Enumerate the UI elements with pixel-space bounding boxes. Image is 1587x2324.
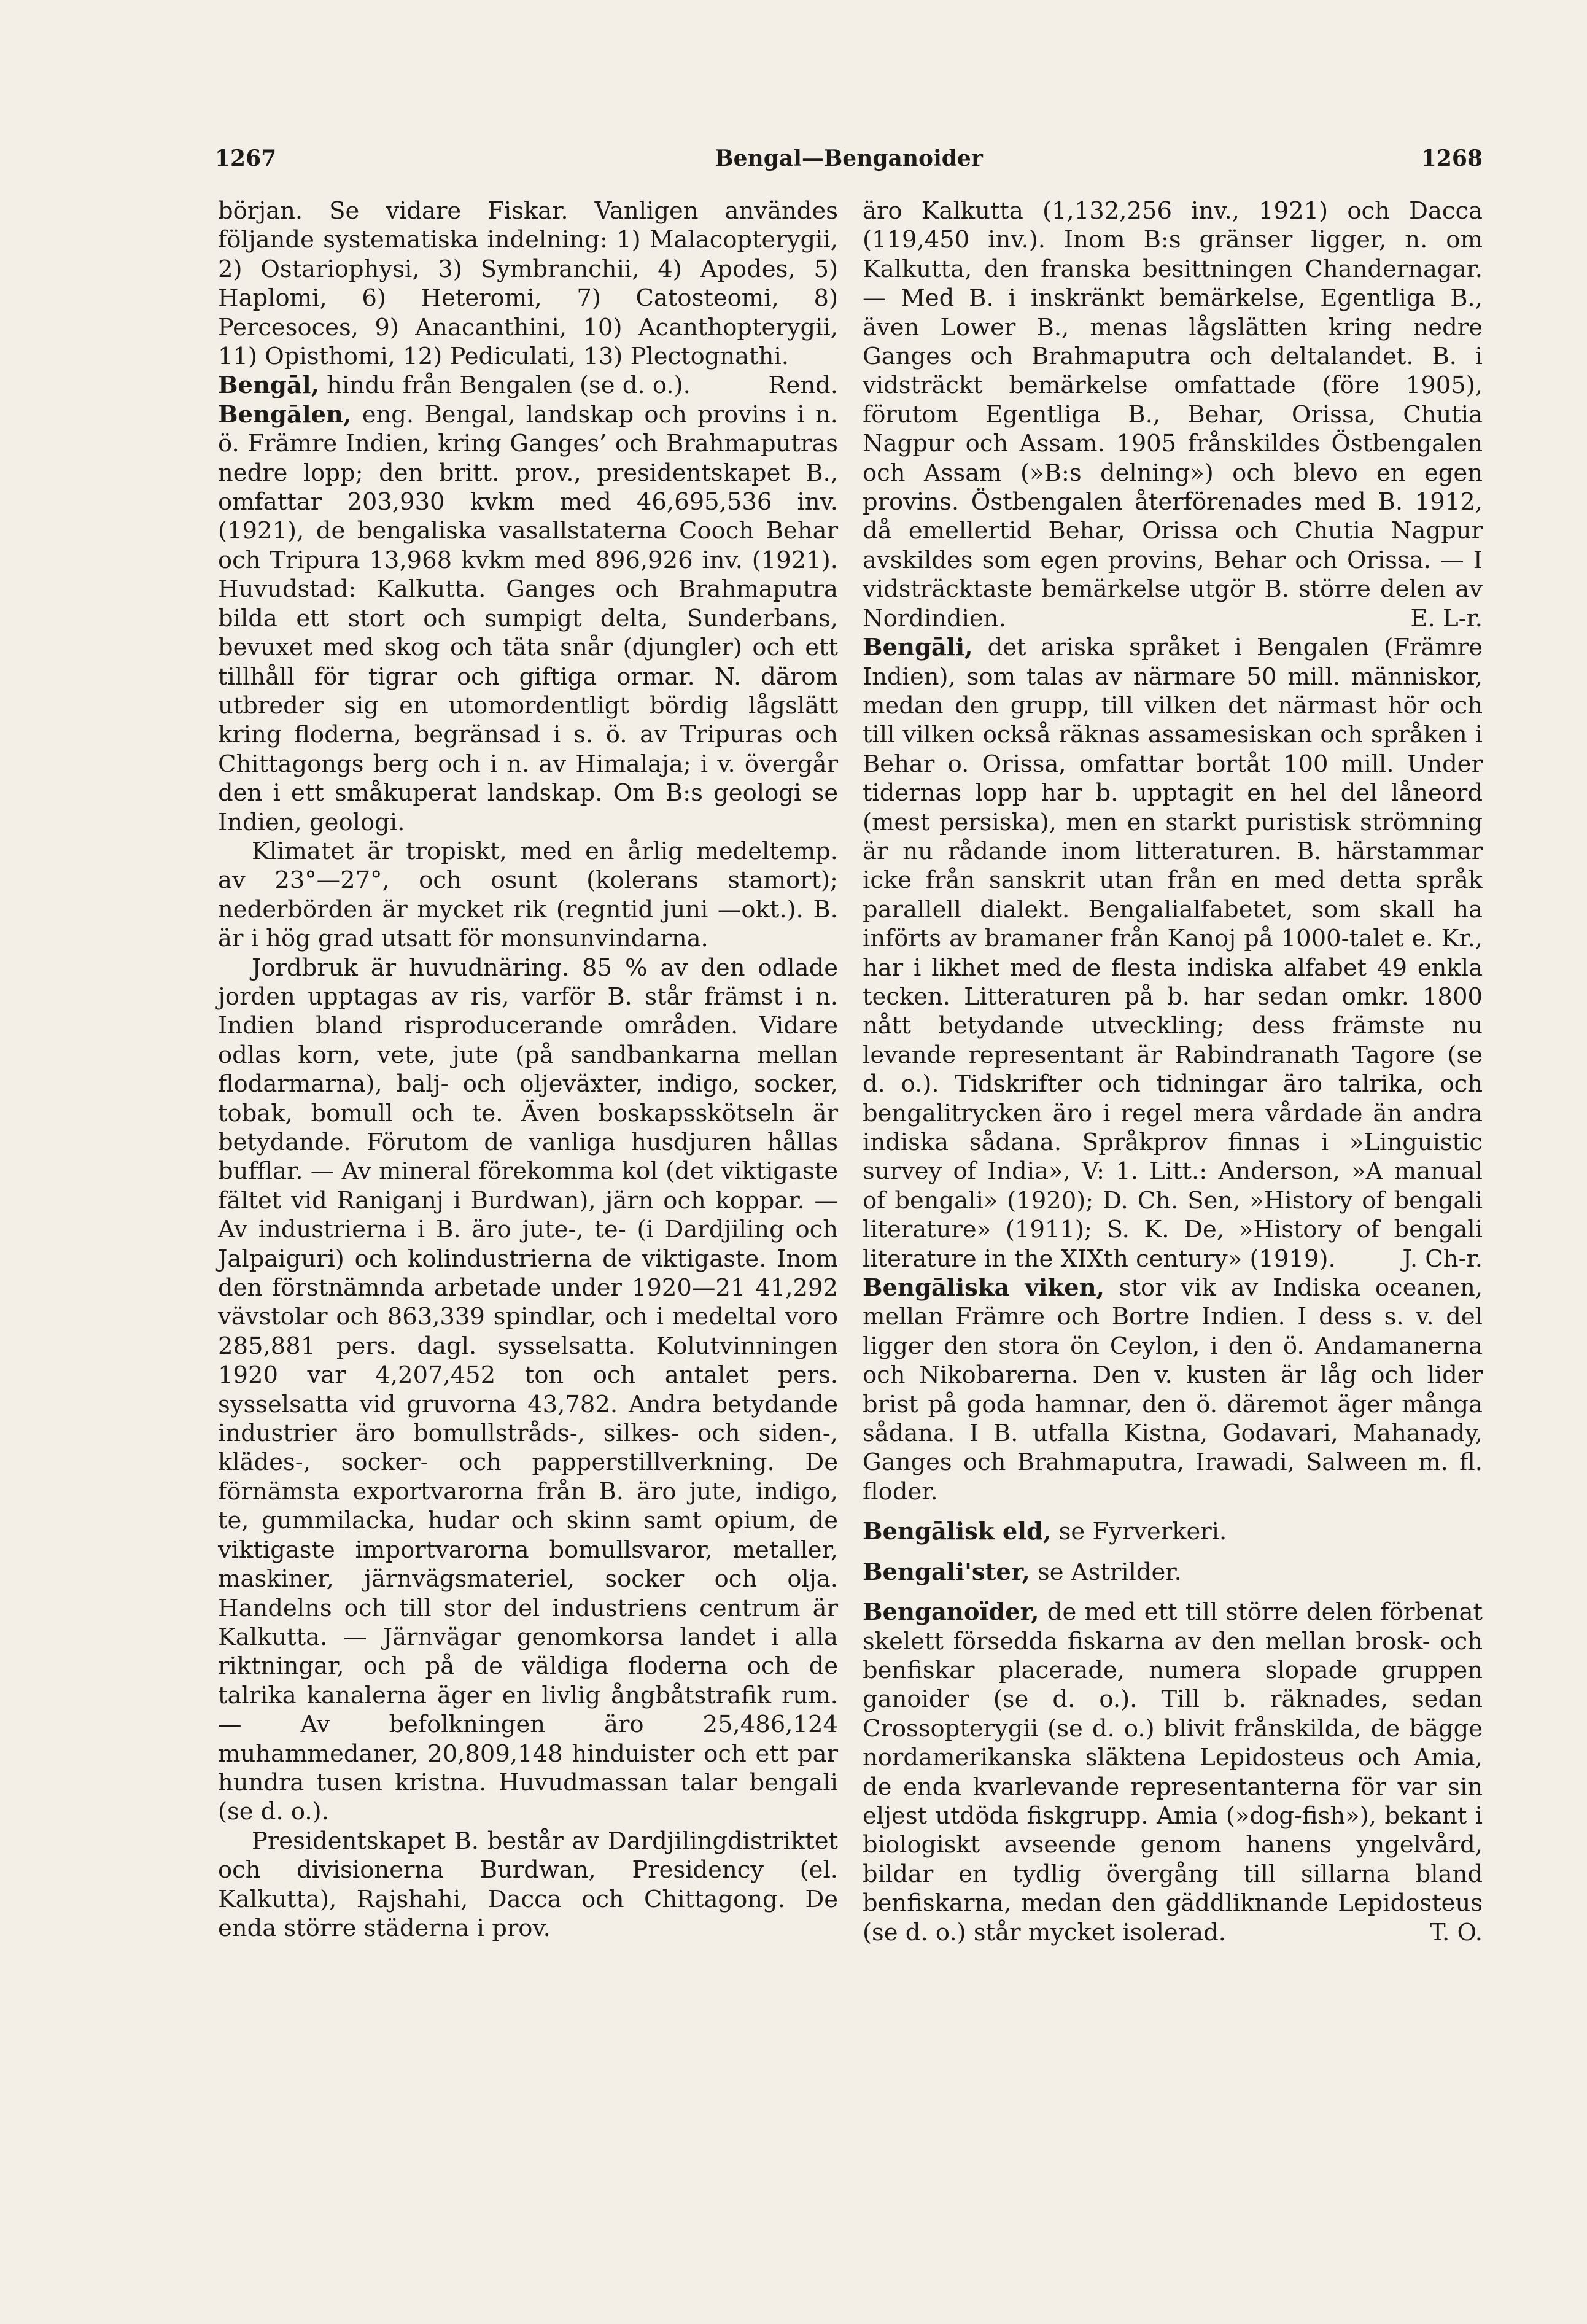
headword: Benganoïder, [863, 1598, 1039, 1626]
article-paragraph [218, 400, 838, 837]
page-number-left: 1267 [215, 146, 277, 171]
article-text: eng. Bengal, landskap och provins i n. ö. Främre Indien, kring Ganges’ och Brahmaputras nedre lopp; den britt. prov., presidentskapet B., omfattar 203,930 kvkm med 46,695,536 inv. (1921), de bengaliska vasallstaterna Cooch Behar och Tripura 13,968 kvkm med 896,926 inv. (1921). Huvudstad: Kalkutta. Ganges och Brahmaputra bilda ett stort och sumpigt delta, Sunderbans, bevuxet med skog och täta snår (djungler) och ett tillhåll för tigrar och giftiga ormar. N. därom utbreder sig en utomordentligt bördig lågslätt kring floderna, begränsad i s. ö. av Tripuras och Chittagongs berg och i n. av Himalaja; i v. övergår den i ett småkuperat landskap. Om B:s geologi se Indien, geologi. [218, 400, 838, 836]
headword: Bengāli, [863, 634, 973, 662]
article-text: stor vik av Indiska oceanen, mellan Främre och Bortre Indien. I dess s. v. del ligger den stora ön Ceylon, i den ö. Andamanerna och Nikobarerna. Den v. kusten är låg och lider brist på goda hamnar, den ö. däremot äger många sådana. I B. utfalla Kistna, Godavari, Mahanady, Ganges och Brahmaputra, Irawadi, Salween m. fl. floder. [863, 1274, 1483, 1506]
headword: Bengali'ster, [863, 1558, 1030, 1586]
author-signature: Rend. [768, 371, 838, 400]
article-paragraph [863, 1598, 1483, 1947]
article-text: hindu från Bengalen (se d. o.). [319, 371, 691, 400]
author-signature: E. L-r. [1410, 604, 1483, 632]
article-paragraph [863, 1558, 1483, 1587]
article-paragraph [863, 1273, 1483, 1506]
author-signature: T. O. [1429, 1918, 1483, 1946]
left-column [218, 196, 838, 1943]
author-signature: J. Ch-r. [1402, 1245, 1483, 1273]
article-paragraph [863, 633, 1483, 1273]
headword: Bengāl, [218, 371, 319, 400]
article-text: de med ett till större delen förbenat skelett försedda fiskarna av den mellan brosk- och benfiskar placerade, numera slopade gruppen ganoider (se d. o.). Till b. räknades, sedan Crossopterygii (se d. o.) blivit frånskilda, de bägge nordamerikanska släktena Lepidosteus och Amia, de enda kvarlevande representanterna för var sin eljest utdöda fiskgrupp. Amia (»dog-fish»), bekant i biologiskt avseende genom hanens yngelvård, bildar en tydlig övergång till sillarna bland benfiskarna, medan den gäddliknande Lepidosteus (se d. o.) står mycket isolerad. [863, 1598, 1483, 1946]
page-number-right: 1268 [1421, 146, 1483, 171]
article-paragraph [218, 954, 838, 1827]
page-header [215, 140, 1483, 177]
article-text: se Astrilder. [1030, 1558, 1182, 1586]
article-text: Jordbruk är huvudnäring. 85 % av den odlade jorden upptagas av ris, varför B. står främst i n. Indien bland risproducerande områden. Vidare odlas korn, vete, jute (på sandbankarna mellan flodarmarna), balj- och oljeväxter, indigo, socker, tobak, bomull och te. Även boskapsskötseln är betydande. Förutom de vanliga husdjuren hållas bufflar. — Av mineral förekomma kol (det viktigaste fältet vid Raniganj i Burdwan), järn och koppar. — Av industrierna i B. äro jute-, te- (i Dardjiling och Jalpaiguri) och kolindustrierna de viktigaste. Inom den förstnämnda arbetade under 1920—21 41,292 vävstolar och 863,339 spindlar, och i medeltal voro 285,881 pers. dagl. sysselsatta. Kolutvinningen 1920 var 4,207,452 ton och antalet pers. sysselsatta vid gruvorna 43,782. Andra betydande industrier äro bomullstråds-, silkes- och siden-, klädes-, socker- och papperstillverkning. De förnämsta exportvarorna från B. äro jute, indigo, te, gummilacka, hudar och skinn samt opium, de viktigaste importvarorna bomullsvaror, metaller, maskiner, järnvägsmateriel, socker och olja. Handelns och till stor del industriens centrum är Kalkutta. — Järnvägar genomkorsa landet i alla riktningar, och på de väldiga floderna och de talrika kanalerna äger en livlig ångbåtstrafik rum. — Av befolkningen äro 25,486,124 muhammedaner, 20,809,148 hinduister och ett par hundra tusen kristna. Huvudmassan talar bengali (se d. o.). [218, 954, 838, 1826]
headword: Bengālen, [218, 400, 352, 429]
article-paragraph [218, 1827, 838, 1943]
article-text: Presidentskapet B. består av Dardjilingdistriktet och divisionerna Burdwan, Presidency (el. Kalkutta), Rajshahi, Dacca och Chittagong. De enda större städerna i prov. [218, 1827, 838, 1942]
article-paragraph [863, 1517, 1483, 1546]
article-paragraph [218, 837, 838, 954]
running-title: Bengal—Benganoider [715, 146, 983, 171]
article-text: det ariska språket i Bengalen (Främre Indien), som talas av närmare 50 mill. människor, medan den grupp, till vilken det närmast hör och till vilken också räknas assamesiskan och språken i Behar o. Orissa, omfattar bortåt 100 mill. Under tidernas lopp har b. upptagit en hel del låneord (mest persiska), men en starkt puristisk strömning är nu rådande inom litteraturen. B. härstammar icke från sanskrit utan från en med detta språk parallell dialekt. Bengalialfabetet, som skall ha införts av bramaner från Kanoj på 1000-talet e. Kr., har i likhet med de flesta indiska alfabet 49 enkla tecken. Litteraturen på b. har sedan omkr. 1800 nått betydande utveckling; dess främste nu levande representant är Rabindranath Tagore (se d. o.). Tidskrifter och tidningar äro talrika, och bengalitrycken äro i regel mera vårdade än andra indiska sådana. Språkprov finnas i »Linguistic survey of India», V: 1. Litt.: Anderson, »A manual of bengali» (1920); D. Ch. Sen, »History of bengali literature» (1911); S. K. De, »History of bengali literature in the XIXth century» (1919). [863, 634, 1483, 1273]
article-text: äro Kalkutta (1,132,256 inv., 1921) och Dacca (119,450 inv.). Inom B:s gränser ligger, n. om Kalkutta, den franska besittningen Chandernagar. — Med B. i inskränkt bemärkelse, Egentliga B., även Lower B., menas lågslätten kring nedre Ganges och Brahmaputra och deltalandet. B. i vidsträckt bemärkelse omfattade (före 1905), förutom Egentliga B., Behar, Orissa, Chutia Nagpur och Assam. 1905 frånskildes Östbengalen och Assam (»B:s delning») och blevo en egen provins. Östbengalen återförenades med B. 1912, då emellertid Behar, Orissa och Chutia Nagpur avskildes som egen provins, Behar och Orissa. — I vidsträcktaste bemärkelse utgör B. större delen av Nordindien. [863, 197, 1483, 632]
article-text: se Fyrverkeri. [1051, 1518, 1227, 1546]
article-paragraph [218, 371, 838, 400]
right-column [863, 196, 1483, 1947]
headword: Bengālisk eld, [863, 1518, 1052, 1546]
article-text: början. Se vidare Fiskar. Vanligen användes följande systematiska indelning: 1) Malacopterygii, 2) Ostariophysi, 3) Symbranchii, 4) Apodes, 5) Haplomi, 6) Heteromi, 7) Catosteomi, 8) Percesoces, 9) Anacanthini, 10) Acanthopterygii, 11) Opisthomi, 12) Pediculati, 13) Plectognathi. [218, 197, 838, 371]
article-text: Klimatet är tropiskt, med en årlig medeltemp. av 23°—27°, och osunt (kolerans stamort); nederbörden är mycket rik (regntid juni —okt.). B. är i hög grad utsatt för monsunvindarna. [218, 837, 838, 953]
headword: Bengāliska viken, [863, 1274, 1104, 1302]
article-paragraph [863, 196, 1483, 633]
